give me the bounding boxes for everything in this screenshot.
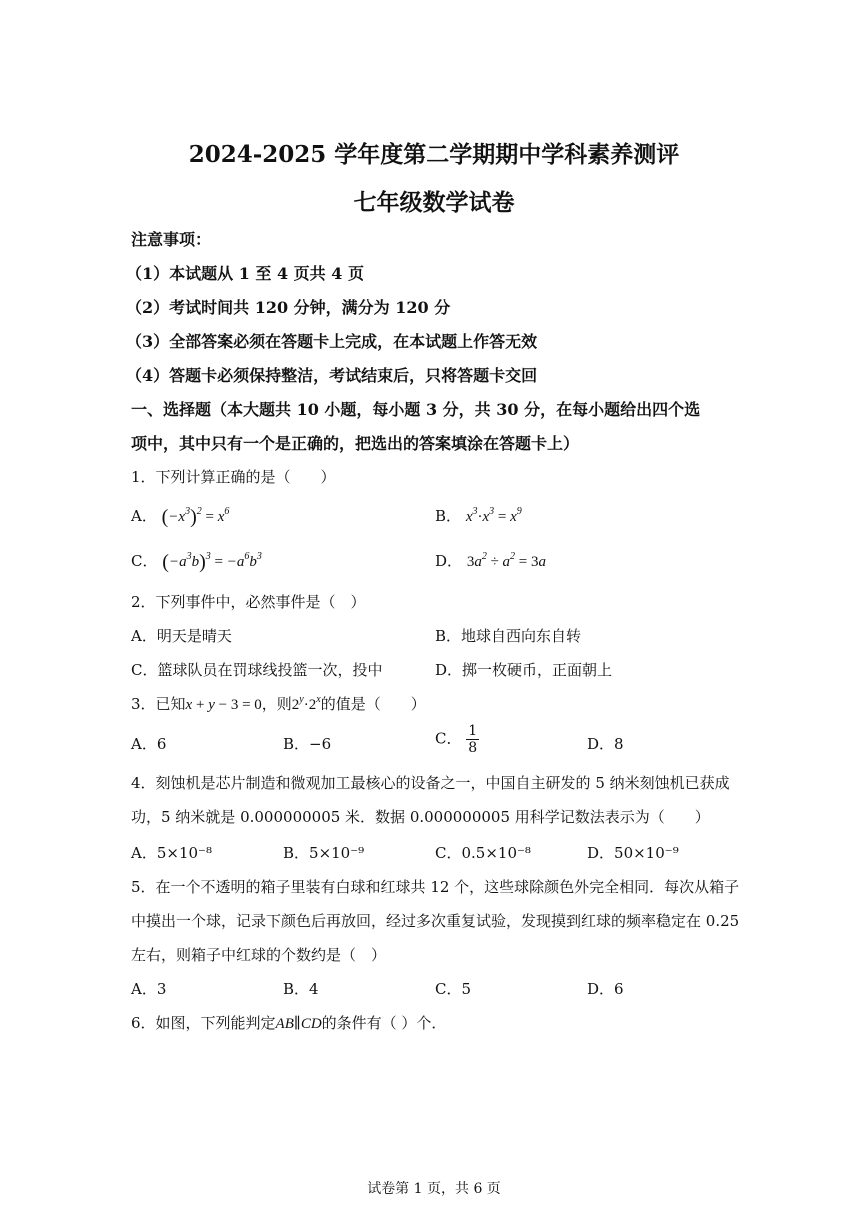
notice-item-1: （1）本试题从 1 至 4 页共 4 页 <box>126 264 364 283</box>
q5-option-d-label: D． <box>587 980 615 998</box>
q2-option-c-text: 篮球队员在罚球线投篮一次，投中 <box>157 661 383 679</box>
q1-option-b-math: $x^3\cdot x^3 = x^9$ <box>465 506 522 525</box>
q2-option-a <box>131 625 232 646</box>
q5-stem-line-2: 中摸出一个球，记录下颜色后再放回，经过多次重复试验，发现摸到红球的频率稳定在 0.25 <box>131 912 740 930</box>
q3-stem-prefix: 3．已知 <box>131 695 186 713</box>
q4-option-d-label: D． <box>587 844 615 862</box>
q1-option-c-math: $(-a^3b)^3 = -a^6b^3$ <box>162 551 262 573</box>
q1-option-b-label: B． <box>435 507 462 525</box>
q3-option-a-label: A． <box>131 735 157 753</box>
q3-stem-suffix: 的值是（ ） <box>320 695 426 713</box>
q1-option-a <box>131 505 229 529</box>
q2-option-c <box>131 659 383 680</box>
q5-option-b-label: B． <box>283 980 310 998</box>
q1-option-d-math: $3a^2 \div a^2 = 3a$ <box>466 551 547 570</box>
q2-option-b-label: B． <box>435 627 462 645</box>
q3-stem-expression: $2^y\cdot 2^x$ <box>291 694 321 713</box>
exam-subtitle: 七年级数学试卷 <box>353 189 515 216</box>
q6-stem-suffix: 的条件有（ ）个． <box>321 1014 447 1032</box>
q1-stem: 1．下列计算正确的是（ ） <box>131 468 336 486</box>
q3-option-c-denominator: 8 <box>468 740 478 756</box>
q4-option-c-label: C． <box>435 844 462 862</box>
q4-stem-line-1: 4．刻蚀机是芯片制造和微观加工最核心的设备之一，中国自主研发的 5 纳米刻蚀机已获成 <box>131 774 730 792</box>
q2-option-a-label: A． <box>131 627 157 645</box>
q4-option-d-text: 50×10⁻⁹ <box>614 844 679 862</box>
q3-option-c-numerator: 1 <box>468 723 478 739</box>
q2-stem: 2．下列事件中，必然事件是（ ） <box>131 593 366 611</box>
q1-option-d-label: D． <box>435 552 463 570</box>
q4-option-a-text: 5×10⁻⁸ <box>156 844 212 862</box>
q2-option-a-text: 明天是晴天 <box>156 627 232 645</box>
exam-title: 2024-2025 学年度第二学期期中学科素养测评 <box>188 141 680 168</box>
q3-option-d <box>587 733 624 754</box>
q5-option-b <box>283 978 319 999</box>
q3-option-c <box>435 724 479 755</box>
q5-option-c-text: 5 <box>461 980 472 998</box>
notice-heading: 注意事项： <box>131 230 212 249</box>
q4-option-c <box>435 842 531 863</box>
q6-stem-math: AB∥CD <box>275 1016 322 1032</box>
q5-stem-line-3: 左右，则箱子中红球的个数约是（ ） <box>131 946 387 964</box>
notice-item-4: （4）答题卡必须保持整洁，考试结束后，只将答题卡交回 <box>126 366 538 385</box>
q4-stem-line-2: 功，5 纳米就是 0.000000005 米．数据 0.000000005 用科学记数法表示为（ ） <box>131 808 710 826</box>
q3-option-a <box>131 733 166 754</box>
q3-stem-equation: x + y − 3 = 0 <box>185 697 262 713</box>
q3-option-b <box>283 733 331 754</box>
q2-option-d <box>435 659 612 680</box>
q3-option-a-text: 6 <box>156 735 167 753</box>
q3-option-c-fraction <box>466 724 479 755</box>
q4-option-c-text: 0.5×10⁻⁸ <box>461 844 531 862</box>
page-footer: 试卷第 1 页，共 6 页 <box>367 1181 501 1197</box>
q4-option-b-text: 5×10⁻⁹ <box>309 844 365 862</box>
q4-option-a-label: A． <box>131 844 157 862</box>
q4-option-b <box>283 842 364 863</box>
q3-option-b-label: B． <box>283 735 310 753</box>
q5-option-a <box>131 978 166 999</box>
q5-option-a-text: 3 <box>156 980 167 998</box>
q6-stem-prefix: 6．如图，下列能判定 <box>131 1014 276 1032</box>
q5-option-a-label: A． <box>131 980 157 998</box>
q2-option-b-text: 地球自西向东自转 <box>461 627 582 645</box>
q5-option-d <box>587 978 624 999</box>
q1-option-d <box>435 550 546 571</box>
q3-stem-mid: ，则 <box>261 695 292 713</box>
q2-option-c-label: C． <box>131 661 158 679</box>
q5-option-c-label: C． <box>435 980 462 998</box>
q1-option-b <box>435 505 522 526</box>
q2-option-d-text: 掷一枚硬币，正面朝上 <box>462 661 613 679</box>
notice-item-3: （3）全部答案必须在答题卡上完成，在本试题上作答无效 <box>126 332 538 351</box>
q1-option-c-label: C． <box>131 552 158 570</box>
q3-option-d-label: D． <box>587 735 615 753</box>
q2-option-b <box>435 625 581 646</box>
q1-option-a-label: A． <box>131 507 157 525</box>
q5-option-b-text: 4 <box>309 980 319 998</box>
q5-option-d-text: 6 <box>614 980 624 998</box>
section-heading-line-1: 一、选择题（本大题共 10 小题，每小题 3 分，共 30 分，在每小题给出四个选 <box>131 400 701 419</box>
q1-option-c <box>131 550 262 574</box>
q3-option-b-text: −6 <box>309 735 332 753</box>
q1-option-a-math: $(-x^3)^2 = x^6$ <box>161 506 230 528</box>
q5-stem-line-1: 5．在一个不透明的箱子里装有白球和红球共 12 个，这些球除颜色外完全相同．每次从箱子 <box>131 878 740 896</box>
q3-option-c-label: C． <box>435 729 462 748</box>
q4-option-a <box>131 842 212 863</box>
q4-option-b-label: B． <box>283 844 310 862</box>
q4-option-d <box>587 842 679 863</box>
q3-stem <box>131 693 426 714</box>
q3-option-d-text: 8 <box>614 735 624 753</box>
q6-stem <box>131 1012 446 1033</box>
notice-item-2: （2）考试时间共 120 分钟，满分为 120 分 <box>126 298 451 317</box>
q5-option-c <box>435 978 471 999</box>
q2-option-d-label: D． <box>435 661 463 679</box>
section-heading-line-2: 项中，其中只有一个是正确的，把选出的答案填涂在答题卡上） <box>131 434 580 453</box>
